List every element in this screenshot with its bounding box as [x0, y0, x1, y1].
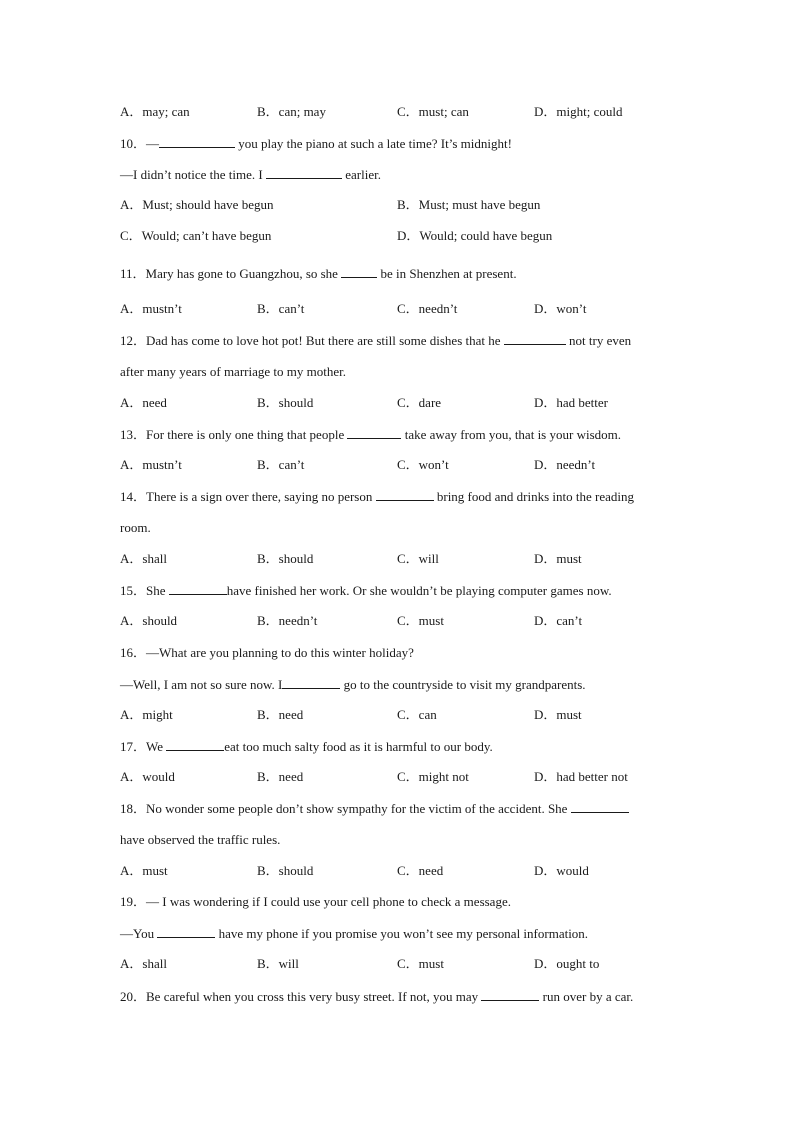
q13-options: [120, 457, 700, 473]
option-d: D．must: [534, 707, 582, 722]
option-b: B．can’t: [257, 457, 305, 472]
option-d: D．might; could: [534, 104, 623, 119]
option-b: B．can’t: [257, 301, 305, 316]
q18-stem-cont: have observed the traffic rules.: [120, 832, 281, 847]
q16-stem: 16．—What are you planning to do this winter holiday?: [120, 645, 414, 660]
option-c: C．needn’t: [397, 301, 458, 316]
q14-options: [120, 551, 700, 567]
option-d: D．ought to: [534, 956, 600, 971]
answer-blank: [341, 265, 377, 278]
q15-options: [120, 613, 700, 629]
answer-blank: [282, 676, 340, 689]
q12-stem: 12．Dad has come to love hot pot! But there are still some dishes that he not try even: [120, 333, 632, 348]
q10-stem: 10．— you play the piano at such a late time? It’s midnight!: [120, 136, 512, 151]
answer-blank: [266, 166, 342, 179]
option-c: C．won’t: [397, 457, 449, 472]
q15-stem: 15．She have finished her work. Or she wouldn’t be playing computer games now.: [120, 583, 612, 598]
option-d: D．had better not: [534, 769, 628, 784]
option-b: B．Must; must have begun: [397, 197, 541, 212]
q19-reply: —You have my phone if you promise you won’t see my personal information.: [120, 926, 589, 941]
q10-options-row1: [120, 197, 700, 213]
option-a: A．need: [120, 395, 167, 410]
option-a: A．mustn’t: [120, 457, 182, 472]
q17-stem: 17．We eat too much salty food as it is harmful to our body.: [120, 739, 493, 754]
option-d: D．Would; could have begun: [397, 228, 553, 243]
option-d: D．needn’t: [534, 457, 596, 472]
option-c: C．must: [397, 956, 444, 971]
option-b: B．need: [257, 707, 304, 722]
answer-blank: [347, 426, 401, 439]
option-c: C．will: [397, 551, 439, 566]
q17-options: [120, 769, 700, 785]
q20-stem: 20．Be careful when you cross this very busy street. If not, you may run over by a car.: [120, 989, 634, 1004]
answer-blank: [481, 988, 539, 1001]
option-c: C．need: [397, 863, 444, 878]
q10-options-row2: [120, 228, 700, 244]
option-a: A．shall: [120, 551, 167, 566]
answer-blank: [157, 925, 215, 938]
option-a: A．might: [120, 707, 173, 722]
answer-blank: [571, 800, 629, 813]
answer-blank: [504, 332, 566, 345]
option-a: A．shall: [120, 956, 167, 971]
answer-blank: [169, 582, 227, 595]
option-b: B．should: [257, 551, 314, 566]
option-c: C．Would; can’t have begun: [120, 228, 272, 243]
option-b: B．will: [257, 956, 299, 971]
option-d: D．would: [534, 863, 589, 878]
q9-options: [120, 104, 700, 120]
option-b: B．should: [257, 395, 314, 410]
answer-blank: [376, 488, 434, 501]
q19-stem: 19．— I was wondering if I could use your cell phone to check a message.: [120, 894, 511, 909]
option-c: C．must: [397, 613, 444, 628]
option-c: C．can: [397, 707, 437, 722]
option-c: C．must; can: [397, 104, 469, 119]
q13-stem: 13．For there is only one thing that people take away from you, that is your wisdom.: [120, 427, 621, 442]
q18-stem: 18．No wonder some people don’t show sympathy for the victim of the accident. She: [120, 800, 629, 817]
option-d: D．won’t: [534, 301, 587, 316]
option-c: C．might not: [397, 769, 469, 784]
q18-options: [120, 863, 700, 879]
option-d: D．can’t: [534, 613, 583, 628]
option-a: A．mustn’t: [120, 301, 182, 316]
answer-blank: [166, 738, 224, 751]
option-d: D．had better: [534, 395, 609, 410]
q10-reply: —I didn’t notice the time. I earlier.: [120, 167, 381, 182]
option-a: A．may; can: [120, 104, 190, 119]
option-b: B．can; may: [257, 104, 326, 119]
q16-options: [120, 707, 700, 723]
q14-stem-cont: room.: [120, 520, 151, 535]
q19-options: [120, 956, 700, 972]
q12-stem-cont: after many years of marriage to my mother.: [120, 364, 346, 379]
option-c: C．dare: [397, 395, 442, 410]
option-a: A．should: [120, 613, 178, 628]
q11-options: [120, 301, 700, 317]
answer-blank: [159, 135, 235, 148]
option-b: B．need: [257, 769, 304, 784]
option-b: B．needn’t: [257, 613, 318, 628]
q16-reply: —Well, I am not so sure now. I go to the countryside to visit my grandparents.: [120, 677, 586, 692]
q12-options: [120, 395, 700, 411]
q14-stem: 14．There is a sign over there, saying no person bring food and drinks into the reading: [120, 489, 634, 504]
option-b: B．should: [257, 863, 314, 878]
option-d: D．must: [534, 551, 582, 566]
option-a: A．would: [120, 769, 175, 784]
option-a: A．Must; should have begun: [120, 197, 274, 212]
q11-stem: 11．Mary has gone to Guangzhou, so she be in Shenzhen at present.: [120, 266, 517, 281]
option-a: A．must: [120, 863, 168, 878]
